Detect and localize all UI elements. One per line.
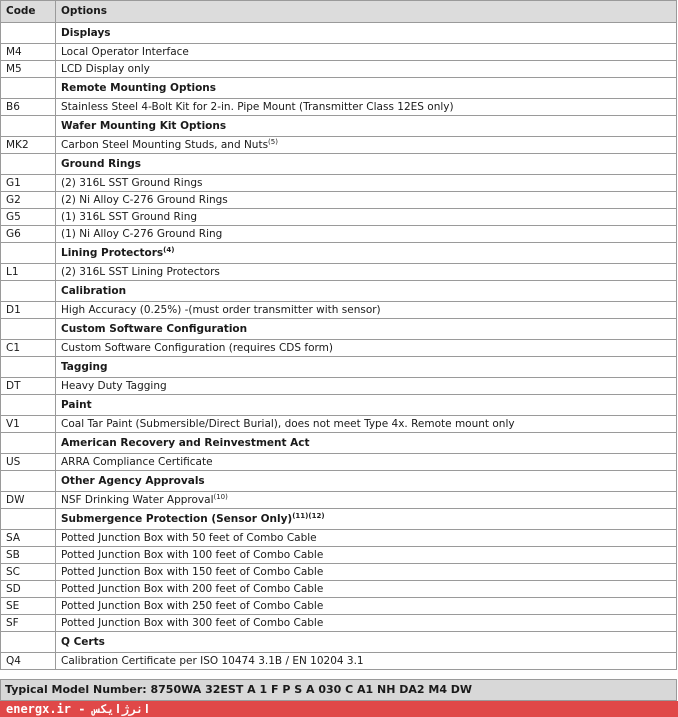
option-code-cell <box>1 433 56 454</box>
option-code-cell: US <box>1 454 56 471</box>
option-code-cell: SB <box>1 547 56 564</box>
option-description-cell <box>56 99 677 116</box>
table-row <box>1 530 677 547</box>
option-code-cell: SA <box>1 530 56 547</box>
section-header-row <box>1 78 677 99</box>
section-title: Displays <box>61 26 111 39</box>
section-title: Other Agency Approvals <box>61 474 205 487</box>
section-header-row <box>1 154 677 175</box>
table-row <box>1 653 677 670</box>
option-code-cell <box>1 357 56 378</box>
watermark-banner: energx.ir - انرژایکس <box>0 701 678 717</box>
section-header-row <box>1 433 677 454</box>
section-title-cell <box>56 281 677 302</box>
option-description-cell <box>56 192 677 209</box>
table-row <box>1 264 677 281</box>
option-code-cell <box>1 395 56 416</box>
option-code-cell: DT <box>1 378 56 395</box>
option-description: Potted Junction Box with 100 feet of Combo Cable <box>61 548 324 561</box>
option-code-cell: G6 <box>1 226 56 243</box>
option-description-cell <box>56 454 677 471</box>
table-row <box>1 209 677 226</box>
table-row <box>1 99 677 116</box>
option-description: LCD Display only <box>61 62 150 75</box>
option-code-cell: Q4 <box>1 653 56 670</box>
typical-model-number <box>0 679 677 701</box>
option-description-cell <box>56 264 677 281</box>
option-description: Custom Software Configuration (requires CDS form) <box>61 341 333 354</box>
option-code-cell: G5 <box>1 209 56 226</box>
option-description-cell <box>56 44 677 61</box>
section-title-cell <box>56 243 677 264</box>
table-row <box>1 492 677 509</box>
section-title-cell <box>56 154 677 175</box>
section-title: Wafer Mounting Kit Options <box>61 119 227 132</box>
table-row <box>1 340 677 357</box>
section-title: American Recovery and Reinvestment Act <box>61 436 310 449</box>
section-title-cell <box>56 78 677 99</box>
table-row <box>1 454 677 471</box>
option-code-cell: M5 <box>1 61 56 78</box>
section-title: Q Certs <box>61 635 105 648</box>
section-header-row <box>1 632 677 653</box>
section-title-cell <box>56 116 677 137</box>
option-code-cell: MK2 <box>1 137 56 154</box>
option-description: Potted Junction Box with 50 feet of Combo Cable <box>61 531 317 544</box>
option-description-cell <box>56 416 677 433</box>
section-title-cell <box>56 433 677 454</box>
option-code-cell: D1 <box>1 302 56 319</box>
section-header-row <box>1 509 677 530</box>
section-title: Paint <box>61 398 92 411</box>
option-description: (1) 316L SST Ground Ring <box>61 210 198 223</box>
option-code-cell: SF <box>1 615 56 632</box>
option-description: High Accuracy (0.25%) -(must order transmitter with sensor) <box>61 303 381 316</box>
options-column-header: Options <box>56 1 677 23</box>
option-description: Local Operator Interface <box>61 45 189 58</box>
footnote-reference: (10) <box>213 492 228 501</box>
footnote-reference: (11)(12) <box>292 511 325 520</box>
option-description-cell <box>56 378 677 395</box>
section-header-row <box>1 395 677 416</box>
section-title: Remote Mounting Options <box>61 81 217 94</box>
section-title-cell <box>56 319 677 340</box>
footnote-reference: (5) <box>268 137 278 146</box>
section-header-row <box>1 23 677 44</box>
option-code-cell: SE <box>1 598 56 615</box>
option-code-cell: G2 <box>1 192 56 209</box>
section-title: Tagging <box>61 360 108 373</box>
option-description-cell <box>56 581 677 598</box>
table-row <box>1 175 677 192</box>
table-row <box>1 44 677 61</box>
option-description: Potted Junction Box with 200 feet of Combo Cable <box>61 582 324 595</box>
section-title: Submergence Protection (Sensor Only) <box>61 512 293 525</box>
option-description-cell <box>56 653 677 670</box>
option-description-cell <box>56 302 677 319</box>
option-description-cell <box>56 340 677 357</box>
option-description: Heavy Duty Tagging <box>61 379 167 392</box>
option-description: (2) 316L SST Lining Protectors <box>61 265 220 278</box>
section-title: Lining Protectors <box>61 246 164 259</box>
table-row <box>1 547 677 564</box>
table-row <box>1 416 677 433</box>
table-row <box>1 302 677 319</box>
section-header-row <box>1 319 677 340</box>
option-description: Potted Junction Box with 150 feet of Combo Cable <box>61 565 324 578</box>
table-row <box>1 137 677 154</box>
table-body <box>1 23 677 670</box>
table-row <box>1 581 677 598</box>
option-code-cell: B6 <box>1 99 56 116</box>
typical-model-value: 8750WA 32EST A 1 F P S A 030 C A1 NH DA2 M4 DW <box>146 683 473 696</box>
option-code-cell: M4 <box>1 44 56 61</box>
table-row <box>1 192 677 209</box>
option-description: Carbon Steel Mounting Studs, and Nuts <box>61 138 269 151</box>
option-code-cell <box>1 471 56 492</box>
option-description: (1) Ni Alloy C-276 Ground Ring <box>61 227 223 240</box>
option-description: Calibration Certificate per ISO 10474 3.1B / EN 10204 3.1 <box>61 654 364 667</box>
option-description-cell <box>56 226 677 243</box>
option-description-cell <box>56 209 677 226</box>
option-description-cell <box>56 530 677 547</box>
section-header-row <box>1 243 677 264</box>
option-code-cell <box>1 116 56 137</box>
section-header-row <box>1 281 677 302</box>
option-description: Potted Junction Box with 250 feet of Combo Cable <box>61 599 324 612</box>
option-description-cell <box>56 492 677 509</box>
option-code-cell <box>1 281 56 302</box>
option-description: NSF Drinking Water Approval <box>61 493 214 506</box>
option-description: (2) Ni Alloy C-276 Ground Rings <box>61 193 228 206</box>
option-code-cell: V1 <box>1 416 56 433</box>
option-description: Coal Tar Paint (Submersible/Direct Burial), does not meet Type 4x. Remote mount only <box>61 417 515 430</box>
section-title-cell <box>56 509 677 530</box>
option-code-cell: G1 <box>1 175 56 192</box>
option-description-cell <box>56 615 677 632</box>
typical-model-label: Typical Model Number: <box>5 683 147 696</box>
option-description: ARRA Compliance Certificate <box>61 455 213 468</box>
section-header-row <box>1 471 677 492</box>
option-description: Stainless Steel 4-Bolt Kit for 2-in. Pipe Mount (Transmitter Class 12ES only) <box>61 100 454 113</box>
option-description-cell <box>56 61 677 78</box>
option-description-cell <box>56 547 677 564</box>
table-row <box>1 61 677 78</box>
option-code-cell <box>1 23 56 44</box>
footnote-reference: (4) <box>163 245 175 254</box>
section-title-cell <box>56 395 677 416</box>
section-title: Ground Rings <box>61 157 142 170</box>
option-code-cell: L1 <box>1 264 56 281</box>
section-title-cell <box>56 471 677 492</box>
code-column-header: Code <box>1 1 56 23</box>
option-code-cell <box>1 509 56 530</box>
table-row <box>1 226 677 243</box>
option-description: (2) 316L SST Ground Rings <box>61 176 203 189</box>
section-title-cell <box>56 23 677 44</box>
option-code-cell <box>1 632 56 653</box>
option-code-cell: C1 <box>1 340 56 357</box>
section-title: Calibration <box>61 284 127 297</box>
table-header-row <box>1 1 677 23</box>
option-code-cell: SD <box>1 581 56 598</box>
option-code-cell <box>1 243 56 264</box>
table-row <box>1 598 677 615</box>
table-row <box>1 564 677 581</box>
option-description-cell <box>56 598 677 615</box>
option-code-cell <box>1 78 56 99</box>
section-title: Custom Software Configuration <box>61 322 248 335</box>
option-code-cell: SC <box>1 564 56 581</box>
option-description-cell <box>56 137 677 154</box>
option-description-cell <box>56 175 677 192</box>
option-code-cell: DW <box>1 492 56 509</box>
section-title-cell <box>56 357 677 378</box>
table-row <box>1 615 677 632</box>
table-row <box>1 378 677 395</box>
option-description: Potted Junction Box with 300 feet of Combo Cable <box>61 616 324 629</box>
option-code-cell <box>1 319 56 340</box>
section-header-row <box>1 116 677 137</box>
section-title-cell <box>56 632 677 653</box>
section-header-row <box>1 357 677 378</box>
option-description-cell <box>56 564 677 581</box>
option-code-cell <box>1 154 56 175</box>
